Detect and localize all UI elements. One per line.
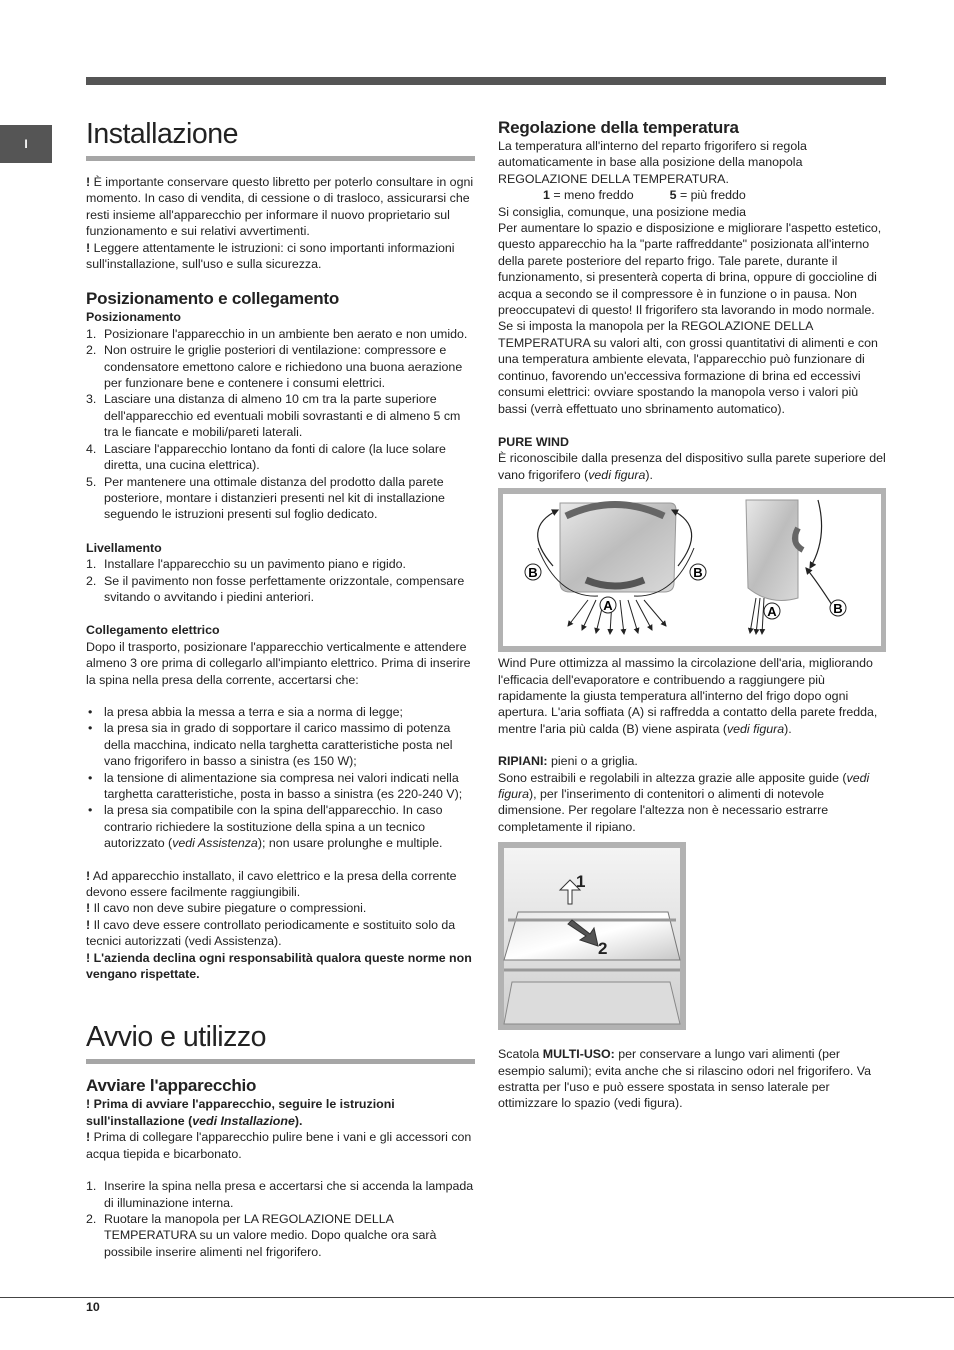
shelf-diagram	[498, 842, 686, 1030]
posizionamento-subheading: Posizionamento	[86, 310, 182, 325]
list-item: • la presa abbia la messa a terra e sia a norma di legge;	[88, 704, 403, 719]
avvio-list	[86, 1178, 475, 1260]
avvio-note: ! Prima di collegare l'apparecchio pulire bene i vani e gli accessori con acqua tiepida e bicarbonato.	[86, 1130, 472, 1161]
label-b-middle: B	[693, 565, 703, 581]
ripiani-line: RIPIANI: pieni o a griglia.	[498, 754, 638, 769]
list-item: 4. Lasciare l'apparecchio lontano da fonti di calore (la luce solare diretta, una cucina elettrica).	[86, 441, 446, 473]
intro-warning-1: ! È importante conservare questo libretto per poterlo consultare in ogni momento. In caso di vendita, di cessione o di trasloco, assicurarsi che resti insieme all'apparecchio per informare il nuovo proprietario sul funzionamento e sui relativi avvertimenti.	[86, 175, 474, 239]
avvio-title: Avvio e utilizzo	[86, 1015, 475, 1064]
list-item: 2. Se il pavimento non fosse perfettamente orizzontale, compensare svitando o avvitando i piedini anteriori.	[86, 573, 465, 604]
label-a-right: A	[767, 604, 777, 620]
collegamento-text: Dopo il trasporto, posizionare l'apparecchio verticalmente e attendere almeno 3 ore prima di collegarlo all'impianto elettrico. Prima di inserire la spina nella presa della corrente, accertarsi che:	[86, 639, 471, 687]
list-item: • la presa sia in grado di sopportare il carico massimo di potenza della macchina, indicato nella targhetta caratteristiche posta nel vano frigorifero in basso a sinistra (es 150 W);	[88, 721, 453, 769]
posizionamento-list	[86, 326, 475, 523]
label-1: 1	[576, 872, 586, 892]
list-item: 5. Per mantenere una ottimale distanza del prodotto dalla parete posteriore, montare i distanzieri presenti nel kit di installazione seguendo le istruzioni presenti sul foglio dedicato.	[86, 474, 445, 522]
list-item: 3. Lasciare una distanza di almeno 10 cm tra la parte superiore dell'apparecchio ed eventuali mobili sovrastanti e di almeno 5 cm tra le fiancate e mobili/pareti laterali.	[86, 392, 461, 440]
list-item: 1. Posizionare l'apparecchio in un ambiente ben aerato e non umido.	[86, 326, 468, 341]
installazione-title: Installazione	[86, 112, 475, 161]
scatola-text: Scatola MULTI-USO: per conservare a lungo vari alimenti (per esempio salumi); evita anche che si rilascino odori nel frigorifero. Va estratta per l'uso e può essere spostata in senso laterale per ottimizzare lo spazio (vedi figura).	[498, 1047, 872, 1111]
label-2: 2	[598, 939, 608, 959]
pure-wind-heading: PURE WIND	[498, 434, 569, 449]
intro-warning-2: ! Leggere attentamente le istruzioni: ci sono importanti informazioni sull'installazione, sull'uso e sulla sicurezza.	[86, 240, 455, 272]
list-item: 1. Inserire la spina nella presa e accertarsi che si accenda la lampada di illuminazione interna.	[86, 1179, 474, 1210]
regolazione-text: La temperatura all'interno del reparto frigorifero si regola automaticamente in base alla posizione della manopola REGOLAZIONE DELLA TEMPERATURA.	[498, 139, 807, 186]
language-tab: I	[0, 125, 52, 163]
ripiani-text: Sono estraibili e regolabili in altezza grazie alle apposite guide (vedi figura), per l'inserimento di contenitori o alimenti di notevole dimensione. Per regolare l'altezza non è necessario estrarre completamente il ripiano.	[498, 770, 870, 834]
regolazione-heading: Regolazione della temperatura	[498, 118, 739, 137]
label-a-left: A	[603, 598, 613, 614]
regolazione-text-2: Si consiglia, comunque, una posizione media	[498, 204, 746, 219]
footer-rule	[0, 1297, 954, 1298]
collegamento-subheading: Collegamento elettrico	[86, 623, 220, 638]
pure-wind-figure	[498, 488, 886, 652]
page-number: 10	[86, 1300, 100, 1314]
warning-cable-reach: ! Ad apparecchio installato, il cavo elettrico e la presa della corrente devono essere facilmente raggiungibili.	[86, 868, 457, 900]
warning-liability: ! L'azienda declina ogni responsabilità qualora queste norme non vengano rispettate.	[86, 950, 472, 982]
posizionamento-heading: Posizionamento e collegamento	[86, 289, 340, 309]
list-item: 1. Installare l'apparecchio su un pavimento piano e rigido.	[86, 557, 406, 572]
list-item: • la presa sia compatibile con la spina dell'apparecchio. In caso contrario richiedere la sostituzione della spina a un tecnico autorizzato (vedi Assistenza); non usare prolunghe e multiple.	[88, 803, 443, 851]
livellamento-subheading: Livellamento	[86, 540, 162, 555]
right-column	[498, 112, 886, 1112]
regolazione-text-4: Se si imposta la manopola per la REGOLAZIONE DELLA TEMPERATURA su valori alti, con grossi quantitativi di alimenti e con una temperatura ambiente elevata, l'apparecchio può funzionare di continuo, favorendo un'eccessiva formazione di brina ed eccessivi consumi elettrici: ovviare spostando la manopola verso i valori più bassi (verrà effettuato uno sbrinamento automatico).	[498, 319, 878, 416]
warning-cable-bend: ! Il cavo non deve subire piegature o compressioni.	[86, 901, 367, 916]
list-item: • la tensione di alimentazione sia compresa nei valori indicati nella targhetta caratteristiche, posta in basso a sinistra (es 220-240 V);	[88, 770, 463, 801]
avvio-bold-note: ! Prima di avviare l'apparecchio, seguire le istruzioni sull'installazione (vedi Installazione).	[86, 1097, 395, 1128]
collegamento-list	[86, 704, 475, 852]
livellamento-list	[86, 556, 475, 605]
list-item: 2. Non ostruire le griglie posteriori di ventilazione: compressore e condensatore emettono calore e richiedono una buona aerazione per funzionare bene e contenere i consumi elettrici.	[86, 343, 463, 391]
top-rule	[86, 77, 886, 85]
shelf-figure	[498, 842, 686, 1030]
pure-wind-text: È riconoscibile dalla presenza del dispositivo sulla parete superiore del vano frigorifero (vedi figura).	[498, 451, 886, 482]
regolazione-text-3: Per aumentare lo spazio e disposizione e migliorare l'aspetto estetico, questo apparecchio ha la "parte raffreddante" posizionata all'interno della parete posteriore del reparto frigo. Tale parete, durante il funzionamento, si presenterà coperta di brina, oppure di goccioline di acqua a secondo se il compressore è in funzione o in pausa. Non preoccupatevi di questo! Il frigorifero sta lavorando in modo normale.	[498, 221, 882, 318]
list-item: 2. Ruotare la manopola per LA REGOLAZIONE DELLA TEMPERATURA su un valore medio. Dopo qualche ora sarà possibile inserire alimenti nel frigorifero.	[86, 1211, 437, 1259]
label-b-left: B	[528, 565, 538, 581]
airflow-diagram	[498, 488, 886, 652]
temperature-scale: 1 = meno freddo 5 = più freddo	[543, 188, 746, 203]
left-column	[86, 112, 475, 1260]
label-b-right: B	[833, 601, 843, 617]
warning-cable-check: ! Il cavo deve essere controllato periodicamente e sostituito solo da tecnici autorizzati (vedi Assistenza).	[86, 917, 456, 949]
avviare-heading: Avviare l'apparecchio	[86, 1076, 257, 1096]
pure-wind-description: Wind Pure ottimizza al massimo la circolazione dell'aria, migliorando l'efficacia dell'evaporatore e contribuendo a raggiungere più rapidamente la giusta temperatura all'interno del frigo dopo ogni apertura. L'aria soffiata (A) si raffredda a contatto della parete fredda, mentre l'aria più calda (B) viene aspirata (vedi figura).	[498, 656, 878, 736]
